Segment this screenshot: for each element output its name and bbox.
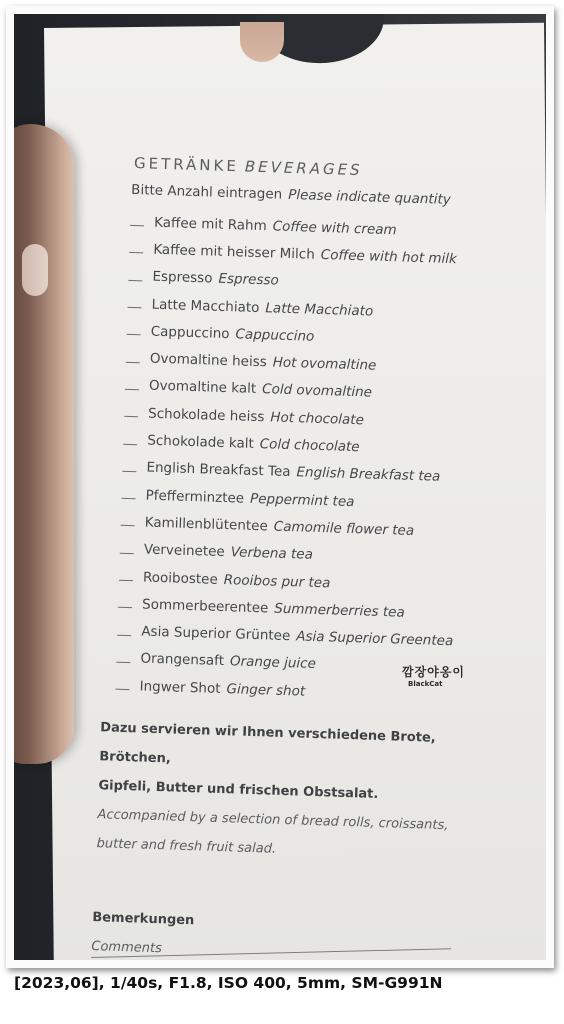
beverage-en: Latte Macchiato <box>265 299 374 320</box>
beverage-en: Peppermint tea <box>249 490 355 510</box>
beverage-de: Latte Macchiato <box>151 296 260 316</box>
beverage-de: English Breakfast Tea <box>146 459 291 481</box>
quantity-line <box>120 552 134 553</box>
quantity-line <box>117 634 131 635</box>
note-de-line-1: Dazu servieren wir Ihnen verschiedene Brote, Brötchen, <box>99 720 436 767</box>
beverage-en: Coffee with hot milk <box>320 246 458 268</box>
beverage-en: Asia Superior Greentea <box>296 628 454 650</box>
beverage-de: Pfefferminztee <box>145 487 245 507</box>
beverage-en: Coffee with cream <box>272 218 397 238</box>
instruction-en: Please indicate quantity <box>287 186 451 208</box>
quantity-line <box>121 525 135 526</box>
quantity-line <box>124 416 138 417</box>
heading-de: GETRÄNKE <box>133 154 240 176</box>
instruction <box>131 182 451 208</box>
beverage-de: Ovomaltine heiss <box>149 350 268 371</box>
quantity-line <box>130 225 144 226</box>
beverage-de: Kamillenblütentee <box>144 514 269 535</box>
quantity-line <box>122 471 136 472</box>
beverage-de: Asia Superior Grüntee <box>141 623 291 645</box>
quantity-line <box>127 334 141 335</box>
beverage-list <box>115 208 546 712</box>
beverage-en: Espresso <box>218 270 280 289</box>
beverage-en: Rooibos pur tea <box>223 571 331 591</box>
quantity-line <box>116 662 130 663</box>
quantity-line <box>127 307 141 308</box>
quantity-line <box>129 252 143 253</box>
quantity-line <box>128 280 142 281</box>
beverage-de: Kaffee mit Rahm <box>153 214 268 234</box>
photo <box>14 14 546 960</box>
beverage-en: Hot chocolate <box>270 409 365 429</box>
accompaniment-note <box>96 713 480 870</box>
beverage-de: Ovomaltine kalt <box>148 378 257 398</box>
quantity-line <box>118 607 132 608</box>
photo-frame <box>6 6 554 968</box>
beverage-en: Ginger shot <box>226 680 306 700</box>
beverage-en: Cold ovomaltine <box>261 381 373 402</box>
quantity-line <box>125 389 139 390</box>
watermark-text: 깜장야옹이 <box>402 665 465 679</box>
beverage-de: Orangensaft <box>140 650 225 670</box>
beverage-en: Verbena tea <box>230 544 314 564</box>
beverage-en: Camomile flower tea <box>273 518 415 539</box>
beverage-de: Sommerbeerentee <box>141 596 269 617</box>
remarks-label: Bemerkungen <box>92 910 195 929</box>
quantity-line <box>121 498 135 499</box>
beverage-en: Orange juice <box>229 653 317 673</box>
quantity-line <box>119 580 133 581</box>
beverage-de: Schokolade heiss <box>147 405 265 425</box>
quantity-line <box>115 689 129 690</box>
beverage-en: Summerberries tea <box>274 600 405 621</box>
menu-content <box>14 14 546 960</box>
beverage-de: Rooibostee <box>142 568 219 588</box>
quantity-line <box>126 361 140 362</box>
note-de-line-2: Gipfeli, Butter und frischen Obstsalat. <box>98 778 379 802</box>
note-en-line-1: Accompanied by a selection of bread rolls, croissants, <box>97 807 449 834</box>
watermark-sub: BlackCat <box>408 680 443 688</box>
beverage-en: Hot ovomaltine <box>272 354 377 374</box>
beverage-en: Cold chocolate <box>259 436 360 456</box>
comments-label: Comments <box>91 939 163 957</box>
beverage-de: Kaffee mit heisser Milch <box>153 241 316 263</box>
heading-en: BEVERAGES <box>244 157 363 180</box>
menu-heading <box>134 154 363 179</box>
note-en-line-2: butter and fresh fruit salad. <box>96 836 277 857</box>
exif-caption: [2023,06], 1/40s, F1.8, ISO 400, 5mm, SM-G991N <box>14 974 443 992</box>
beverage-en: English Breakfast tea <box>296 464 441 486</box>
beverage-de: Espresso <box>152 268 213 287</box>
beverage-de: Cappuccino <box>150 323 230 342</box>
beverage-de: Ingwer Shot <box>139 678 221 697</box>
quantity-line <box>123 443 137 444</box>
beverage-de: Verveinetee <box>143 541 225 561</box>
beverage-de: Schokolade kalt <box>147 432 255 452</box>
instruction-de: Bitte Anzahl eintragen <box>130 181 283 203</box>
beverage-en: Cappuccino <box>235 326 315 345</box>
